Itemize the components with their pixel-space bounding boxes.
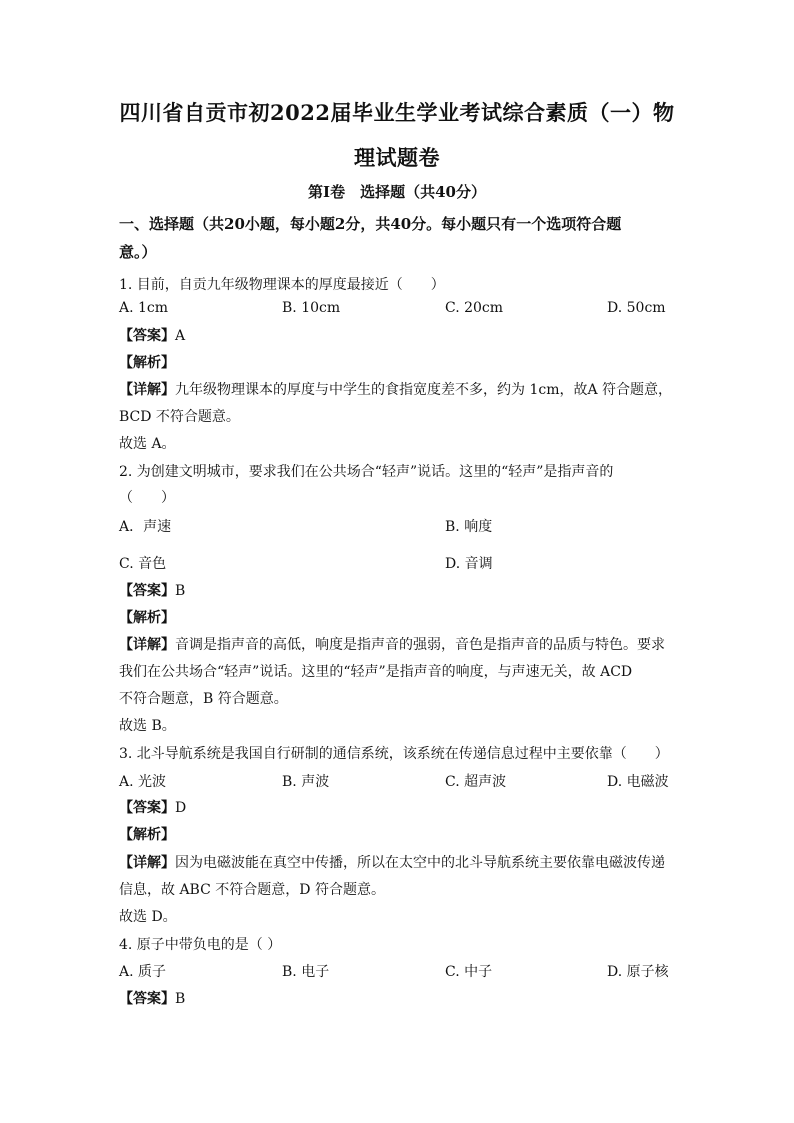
q2-option-c: C. 音色 [119,556,167,572]
q2-option-d: D. 音调 [445,556,493,572]
document-title-line2: 理试题卷 [354,145,440,170]
answer-value: B [175,583,186,599]
q2-analysis-label: 【解析】 [119,610,175,626]
q2-detail-line1 [119,634,665,654]
answer-label: 【答案】 [119,583,175,599]
q2-answer [119,580,185,600]
detail-text: 九年级物理课本的厚度与中学生的食指宽度差不多，约为 1cm，故A 符合题意， [175,382,673,398]
q1-detail-line2: BCD 不符合题意。 [119,409,240,425]
answer-value: B [175,991,186,1007]
q2-stem-line1: 2. 为创建文明城市，要求我们在公共场合“轻声”说话。这里的“轻声”是指声音的 [119,464,614,480]
answer-label: 【答案】 [119,800,175,816]
q2-detail-line2: 我们在公共场合“轻声”说话。这里的“轻声”是指声音的响度，与声速无关，故 ACD [119,664,633,680]
q2-detail-line3: 不符合题意，B 符合题意。 [119,691,288,707]
document-title-line1: 四川省自贡市初2022届毕业生学业考试综合素质（一）物 [119,100,675,125]
q4-answer [119,988,185,1008]
q4-option-b: B. 电子 [282,964,330,980]
q1-detail-line1 [119,379,672,399]
detail-text: 因为电磁波能在真空中传播，所以在太空中的北斗导航系统主要依靠电磁波传递 [175,855,665,871]
q3-option-b: B. 声波 [282,774,330,790]
q4-option-d: D. 原子核 [607,964,669,980]
q1-analysis-label: 【解析】 [119,355,175,371]
answer-label: 【答案】 [119,991,175,1007]
answer-value: D [175,800,187,816]
q1-option-a: A. 1cm [119,300,169,316]
q3-option-c: C. 超声波 [445,774,507,790]
q2-option-b: B. 响度 [445,519,493,535]
q2-conclusion: 故选 B。 [119,718,176,734]
detail-label: 【详解】 [119,637,175,653]
q1-answer [119,325,185,345]
q3-analysis-label: 【解析】 [119,827,175,843]
q2-stem-line2: （ ） [119,490,175,506]
q2-option-a: A．声速 [119,519,172,535]
detail-label: 【详解】 [119,855,175,871]
q3-answer [119,797,186,817]
q1-conclusion: 故选 A。 [119,436,176,452]
q3-conclusion: 故选 D。 [119,909,177,925]
q4-stem: 4. 原子中带负电的是（ ） [119,937,282,953]
q1-stem: 1. 目前，自贡九年级物理课本的厚度最接近（ ） [119,277,445,293]
part-heading-line1: 一、选择题（共20小题，每小题2分，共40分。每小题只有一个选项符合题 [119,215,622,233]
q3-stem: 3. 北斗导航系统是我国自行研制的通信系统，该系统在传递信息过程中主要依靠（ ） [119,746,669,762]
detail-text: 音调是指声音的高低，响度是指声音的强弱，音色是指声音的品质与特色。要求 [175,637,665,653]
section-title: 第Ⅰ卷 选择题（共40分） [308,183,486,201]
q3-detail-line1 [119,852,665,872]
answer-label: 【答案】 [119,328,175,344]
q4-option-c: C. 中子 [445,964,493,980]
q1-option-c: C. 20cm [445,300,504,316]
q3-option-d: D. 电磁波 [607,774,669,790]
q1-option-b: B. 10cm [282,300,341,316]
answer-value: A [175,328,186,344]
detail-label: 【详解】 [119,382,175,398]
q3-option-a: A. 光波 [119,774,167,790]
q3-detail-line2: 信息，故 ABC 不符合题意，D 符合题意。 [119,882,385,898]
part-heading-line2: 意。） [119,243,157,261]
q1-option-d: D. 50cm [607,300,666,316]
q4-option-a: A. 质子 [119,964,167,980]
